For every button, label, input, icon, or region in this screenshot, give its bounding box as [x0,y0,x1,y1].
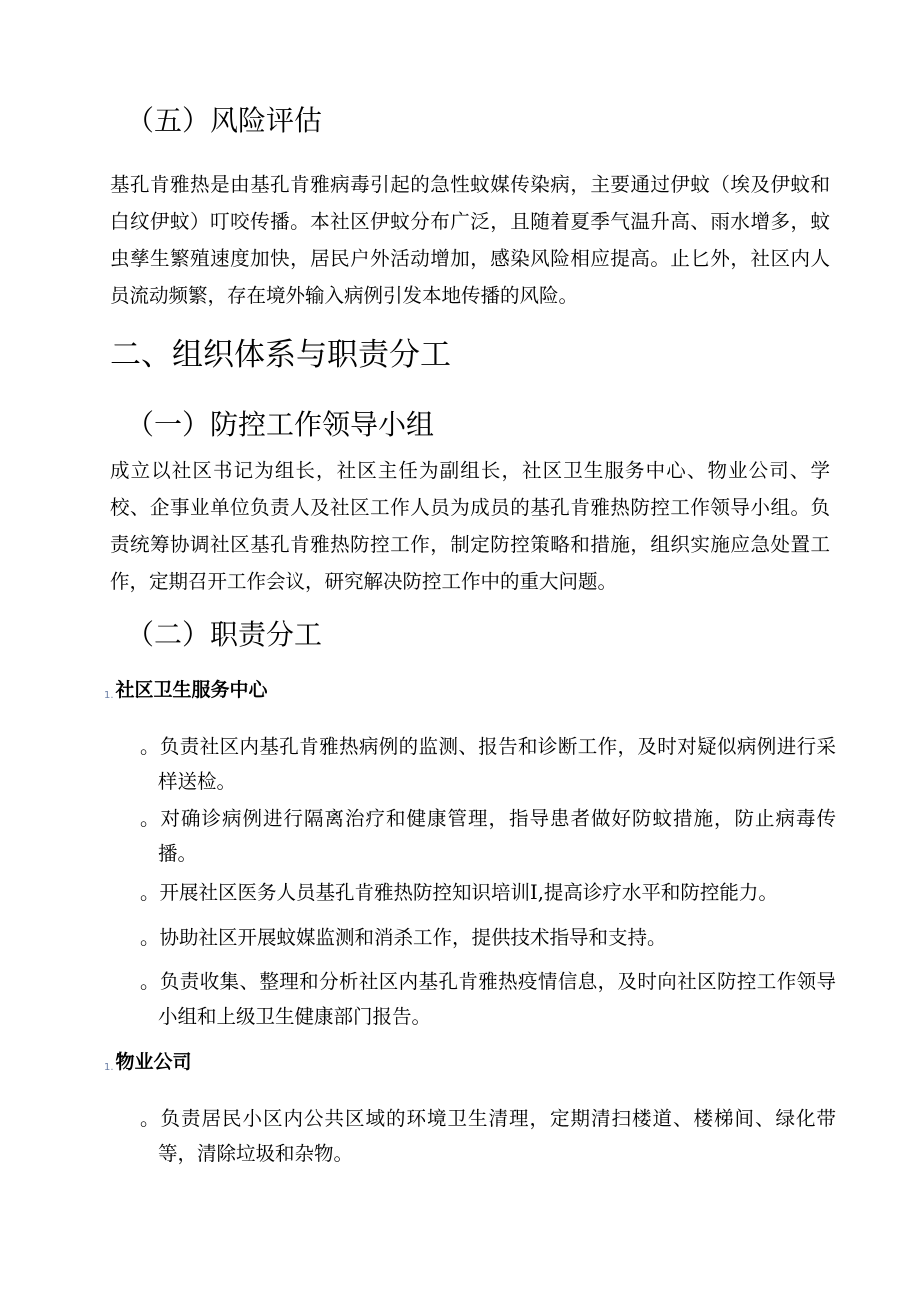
list-item: 。协助社区开展蚊媒监测和消杀工作，提供技术指导和支持。 [140,926,667,949]
unit-title: 物业公司 [115,1051,192,1073]
list-item: 。开展社区医务人员基孔肯雅热防控知识培训I,提高诊疗水平和防控能力。 [140,881,778,904]
list-item: 。负责收集、整理和分析社区内基孔肯雅热疫情信息，及时向社区防控工作领导小组和上级卫生健康部门报告。 [140,970,836,1028]
list-item: 。负责居民小区内公共区域的环境卫生清理，定期清扫楼道、楼梯间、绿化带等，清除垃圾和杂物。 [140,1107,836,1165]
section-heading-duties: （二）职责分工 [126,618,323,651]
section-heading-risk-assessment: （五）风险评估 [126,104,323,137]
list-number: 1. [104,1062,114,1073]
paragraph-leading-group: 成立以社区书记为组长，社区主任为副组长，社区卫生服务中心、物业公司、学校、企事业单位负责人及社区工作人员为成员的基孔肯雅热防控工作领导小组。负责统筹协调社区基孔肯雅热防控工作，制定防控策略和措施，组织实施应急处置工作，定期召开工作会议，研究解决防控工作中的重大问题。 [110,459,830,593]
section-heading-leading-group: （一）防控工作领导小组 [126,408,435,441]
chapter-heading-organization: 二、组织体系与职责分工 [110,337,451,373]
paragraph-risk-assessment: 基孔肯雅热是由基孔肯雅病毒引起的急性蚊媒传染病，主要通过伊蚊（埃及伊蚊和白纹伊蚊）叮咬传播。本社区伊蚊分布广泛，且随着夏季气温升高、雨水增多，蚊虫孳生繁殖速度加快，居民户外活动增加，感染风险相应提高。止匕外，社区内人员流动频繁，存在境外输入病例引发本地传播的风险。 [110,173,830,307]
unit-heading-property-company [104,1048,192,1082]
unit-title: 社区卫生服务中心 [115,679,268,701]
list-number: 1. [104,690,114,701]
list-item: 。负责社区内基孔肯雅热病例的监测、报告和诊断工作，及时对疑似病例进行采样送检。 [140,735,836,793]
unit-heading-health-center [104,676,268,710]
list-item: 。对确诊病例进行隔离治疗和健康管理，指导患者做好防蚊措施，防止病毒传播。 [140,807,836,865]
